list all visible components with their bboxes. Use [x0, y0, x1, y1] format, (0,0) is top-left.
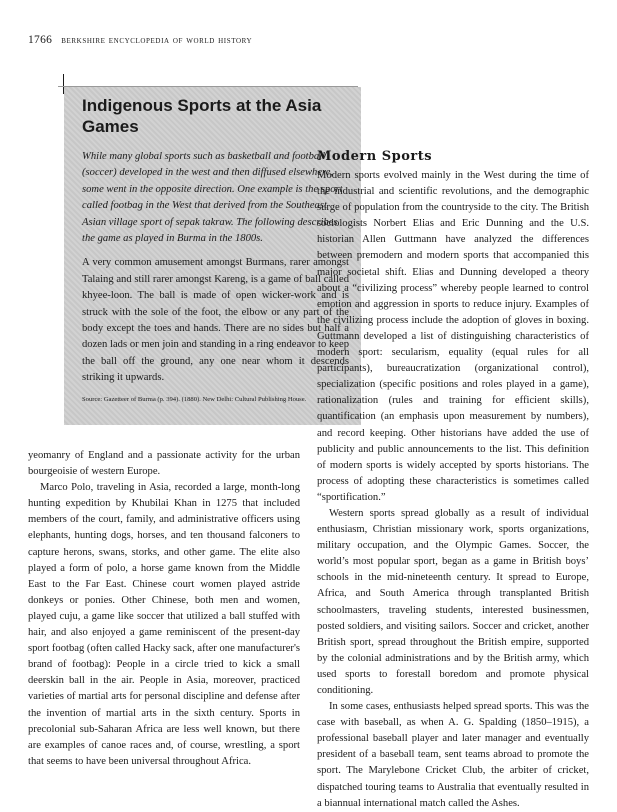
section-heading: Modern Sports — [317, 149, 433, 164]
sidebar-source: Source: Gazetteer of Burma (p. 394). (1880). New Delhi: Cultural Publishing House. — [82, 395, 307, 403]
sidebar-quote: A very common amusement amongst Burmans, rarer amongst Talaing and still rarer amongst Kareng, is a game of ball called khyee-loon. The ball is made of open wicker-work and is struck with the sole of the foot, the elbow or any part of the body except the toes and hands. There are no sides but half a dozen lads or men join and standing in a ring endeavor to keep the ball off the ground, any one near whom it descends striking it upwards. — [82, 257, 349, 384]
running-title: berkshire encyclopedia of world history — [61, 35, 253, 46]
left-column — [28, 448, 300, 770]
right-paragraph-2: Western sports spread globally as a result of individual enthusiasm, Christian missionary work, sports organizations, military occupation, and the Olympic Games. Soccer, the world’s most popular sport, began as a game in British boys’ schools in the mid-nineteenth century. It spread to Europe, Africa, and South America through transplanted British schoolmasters, traveling students, interested businessmen, posted soldiers, and visiting sailors. Soccer and cricket, another British sport, spread throughout the British empire, supported by the colonial administrations and by the British army, which used sports to forestall boredom and promote physical conditioning. — [317, 507, 589, 696]
right-paragraph-3: In some cases, enthusiasts helped spread sports. This was the case with baseball, as when A. G. Spalding (1850–1915), a professional baseball player and later manager and eventually president of a baseball team, sent teams abroad to promote the sport. The Marylebone Cricket Club, the arbiter of cricket, dispatched touring teams to Australia that eventually resulted in a biannual international match called the Ashes. — [317, 701, 589, 809]
left-paragraph-2: Marco Polo, traveling in Asia, recorded a large, month-long hunting expedition by Khubilai Khan in 1275 that included members of the court, family, and administrative officers using elephants, hunting dogs, horses, and ten thousand falconers to capture herons, swans, storks, and other game. The elite also played a form of polo, a horse game known from the Middle East to the Far East. Chinese court women played astride donkeys or ponies. Other Chinese, both men and women, played cuju, a game like soccer that utilized a ball stuffed with hair, and also enjoyed a game reminiscent of the present-day sport footbag (often called Hacky sack, after one manufacturer's brand of footbag): People in a circle tried to kick a small deerskin ball in the air. People in Asia, moreover, practiced varieties of martial arts for personal discipline and defense after the invention of martial arts in the sixth century. Sports in precolonial sub-Saharan Africa are less well known, but there are examples of canoe races and, of course, wrestling, a sport that seems to have been universal throughout Africa. — [28, 482, 300, 767]
sidebar-intro: While many global sports such as basketball and football (soccer) developed in the west and then diffused elsewhere, some went in the opposite direction. One example is the sport called footbag in the West that derived from the Southeast Asian village sport of sepak takraw. The following describes the game as played in Burma in the 1800s. — [82, 151, 343, 245]
left-paragraph-1: yeomanry of England and a passionate activity for the urban bourgeoisie of western Europe. — [28, 450, 300, 478]
right-column — [317, 148, 589, 812]
sidebar-title: Indigenous Sports at the Asia Games — [82, 96, 322, 136]
running-header — [28, 34, 252, 46]
page-number: 1766 — [28, 34, 53, 46]
right-paragraph-1: Modern sports evolved mainly in the West during the time of the industrial and scientific revolutions, and the demographic surge of population from the countryside to the city. The British sociologists Norbert Elias and Eric Dunning and the U.S. historian Allen Guttmann have analyzed the differences between premodern and modern sports that accompanied this major societal shift. Elias and Dunning developed a theory about a “civilizing process” whereby people learned to control emotion and aggression in sports to reduce injury. Examples of the civilizing process include the adoption of gloves in boxing. Guttmann developed a list of distinguishing characteristics of modern sport: secularism, equality (equal rules for all participants), bureaucratization (organizational control), specialization (specific positions and roles played in a game), rationalization (rules and training for efficient skills), quantification (an emphasis upon measurement by numbers), and record keeping. Other historians have added the use of publicity and public announcements to the list. This definition of modern sports is widely accepted by sports historians. The process of adopting these characteristics is sometimes called “sportification.” — [317, 170, 589, 503]
